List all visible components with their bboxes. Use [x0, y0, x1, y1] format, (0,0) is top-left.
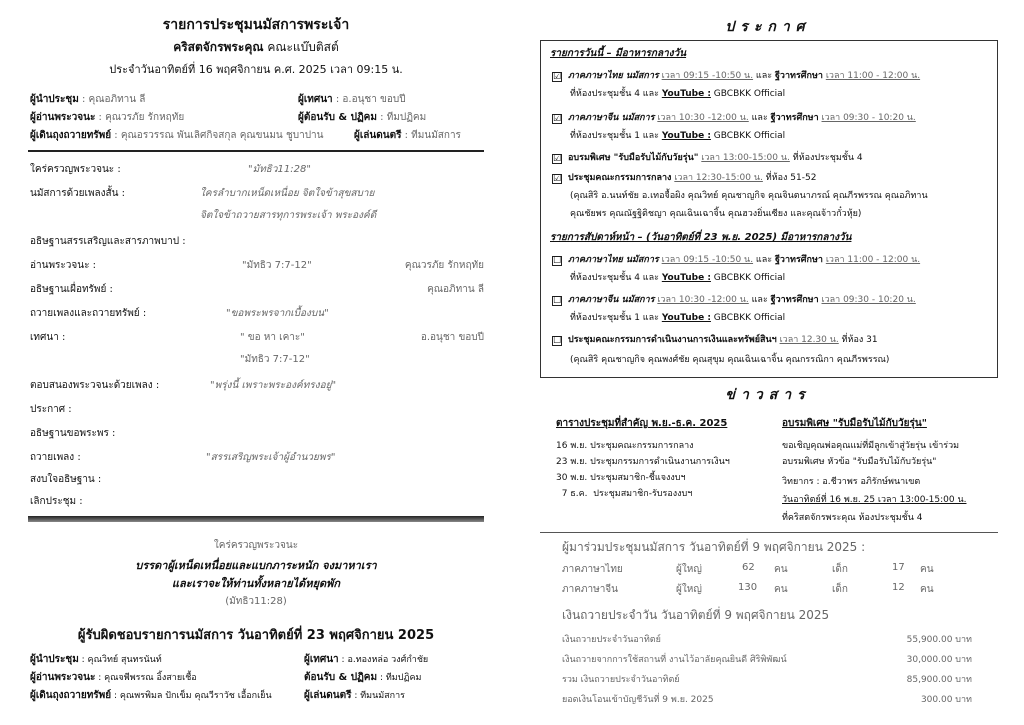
- order-item: ถวายเพลง :: [30, 452, 81, 463]
- agenda-item-detail: (คุณสิริ คุณชาญกิจ คุณพงศ์ชัย คุณสุขุม คุณเฉินเฉาจิ้น คุณกรรณิกา คุณภีรพรรณ): [570, 355, 890, 365]
- order-item-detail: "มัทธิว 7:7-12": [242, 260, 312, 271]
- training-line: วิทยากร : อ.ชีวาพร อภิรักษ์พนาเขต: [782, 477, 921, 487]
- role-reader: ผู้อ่านพระวจนะ : คุณวรภัย รักหฤทัย: [30, 112, 185, 123]
- checkbox-checked-icon: ☑: [553, 174, 562, 184]
- order-item: ประกาศ :: [30, 404, 72, 415]
- agenda-item: ☑ ประชุมคณะกรรมการกลาง เวลา 12:30-15:00 น. ที่ห้อง 51-52: [553, 173, 817, 184]
- checkbox-checked-icon: ☑: [553, 114, 562, 124]
- attendance-title: ผู้มาร่วมประชุมนมัสการ วันอาทิตย์ที่ 9 พฤศจิกายน 2025 :: [562, 540, 866, 554]
- order-item-detail: ใครลำบากเหน็ดเหนื่อย จิตใจข้าสุขสบาย: [200, 188, 375, 199]
- checkbox-empty-icon: ☐: [553, 336, 562, 346]
- agenda-item: ☐ ภาคภาษาไทย นมัสการ เวลา 09:15 -10:50 น. และ ฐีวาทรศึกษา เวลา 11:00 - 12:00 น.: [553, 255, 921, 266]
- agenda-item: ☐ ประชุมคณะกรรมการดำเนินงานการเงินและทรัพย์สินฯ เวลา 12.30 น. ที่ห้อง 31: [553, 335, 878, 346]
- role-musician: ผู้เล่นดนตรี : ทีมนมัสการ: [304, 690, 405, 701]
- news-title: ข่าวสาร: [725, 387, 811, 403]
- agenda-item-detail: ที่ห้องประชุมชั้น 4 และ YouTube : GBCBKK Official: [570, 89, 786, 99]
- schedule-item: 30 พ.ย. ประชุมสมาชิก-ชี้แจงงบฯ: [556, 473, 686, 483]
- order-item-detail: จิตใจข้าถวายสารทุการพระเจ้า พระองค์ดี: [200, 210, 377, 221]
- today-heading: รายการวันนี้ – มีอาหารกลางวัน: [550, 48, 687, 59]
- order-item: เลิกประชุม :: [30, 496, 83, 507]
- offering-title: เงินถวายประจำวัน วันอาทิตย์ที่ 9 พฤศจิกายน 2025: [562, 608, 830, 622]
- order-item: ตอบสนองพระวจนะด้วยเพลง :: [30, 380, 160, 391]
- verse-reference: (มัทธิว11:28): [225, 596, 287, 607]
- agenda-item-detail: คุณชัยพร คุณณัฐฐิติชญา คุณเฉินเฉาจิ้น คุณฮวงยิ่นเซียง และคุณจ้าวกั๋วหุ้ย): [570, 209, 862, 219]
- divider: [540, 532, 998, 533]
- next-week-title: ผู้รับผิดชอบรายการนมัสการ วันอาทิตย์ที่ 23 พฤศจิกายน 2025: [77, 628, 435, 643]
- order-item: นมัสการด้วยเพลงสั้น :: [30, 188, 126, 199]
- checkbox-checked-icon: ☑: [553, 154, 562, 164]
- role-preacher: ผู้เทศนา : อ.อนุชา ขอบปี: [298, 94, 406, 105]
- church-name: คริสตจักรพระคุณ คณะแบ๊บติสต์: [173, 40, 339, 54]
- role-offering: ผู้เดินถุงถวายทรัพย์ : คุณพรพิมล ปักเข็ม คุณวีราวัช เอื้อกเย็น: [30, 690, 272, 701]
- verse-line: และเราจะให้ท่านทั้งหลายได้หยุดพัก: [171, 577, 341, 590]
- role-reader: ผู้อ่านพระวจนะ : คุณจพีพรรณ อิ้งสายเชื้อ: [30, 672, 197, 683]
- order-item-detail: "พรุ่งนี้ เพราะพระองค์ทรงอยู่": [210, 380, 337, 391]
- order-item: สงบใจอธิษฐาน :: [30, 474, 102, 485]
- order-item-detail: " ขอ หา เคาะ": [240, 332, 305, 343]
- agenda-item-detail: ที่ห้องประชุมชั้น 1 และ YouTube : GBCBKK Official: [570, 313, 786, 323]
- agenda-item: ☑ อบรมพิเศษ "รับมือรับไม้กับวัยรุ่น" เวลา 13:00-15:00 น. ที่ห้องประชุมชั้น 4: [553, 153, 863, 164]
- order-item: เทศนา :: [30, 332, 66, 343]
- schedule-item: 23 พ.ย. ประชุมกรรมการดำเนินงานการเงินฯ: [556, 457, 730, 467]
- verse-heading: ใคร่ครวญพระวจนะ: [213, 540, 299, 551]
- role-preacher: ผู้เทศนา : อ.ทองหล่อ วงศ์กำชัย: [304, 654, 429, 665]
- training-heading: อบรมพิเศษ "รับมือรับไม้กับวัยรุ่น": [782, 418, 927, 429]
- schedule-item: 16 พ.ย. ประชุมคณะกรรมการกลาง: [556, 441, 694, 451]
- divider: [28, 516, 484, 522]
- agenda-item: ☐ ภาคภาษาจีน นมัสการ เวลา 10:30 -12:00 น. และ ฐีวาทรศึกษา เวลา 09:30 - 10:20 น.: [553, 295, 916, 306]
- order-item: อธิษฐานสรรเสริญและสารภาพบาป :: [30, 236, 186, 247]
- role-usher: ผู้ต้อนรับ & ปฏิคม : ทีมปฏิคม: [298, 112, 427, 123]
- order-item-detail: "มัทธิว 7:7-12": [240, 354, 310, 365]
- announcements-title: ประกาศ: [725, 19, 811, 35]
- next-week-heading: รายการสัปดาห์หน้า – (วันอาทิตย์ที่ 23 พ.ย. 2025) มีอาหารกลางวัน: [550, 232, 852, 243]
- verse-line: บรรดาผู้เหน็ดเหนื่อยและแบกภาระหนัก จงมาหาเรา: [135, 559, 377, 572]
- service-date: ประจำวันอาทิตย์ที่ 16 พฤศจิกายน ค.ศ. 2025 เวลา 09:15 น.: [109, 63, 403, 76]
- checkbox-empty-icon: ☐: [553, 256, 562, 266]
- order-item: อ่านพระวจนะ :: [30, 260, 97, 271]
- order-item-detail: "ขอพระพรจากเบื้องบน": [226, 308, 329, 319]
- role-usher: ต้อนรับ & ปฏิคม : ทีมปฏิคม: [304, 672, 422, 683]
- agenda-item: ☑ ภาคภาษาไทย นมัสการ เวลา 09:15 -10:50 น. และ ฐีวาทรศึกษา เวลา 11:00 - 12:00 น.: [553, 71, 921, 82]
- order-item: ใคร่ครวญพระวจนะ :: [30, 164, 121, 175]
- training-line: อบรมพิเศษ หัวข้อ "รับมือรับไม้กับวัยรุ่น": [782, 457, 937, 467]
- agenda-item: ☑ ภาคภาษาจีน นมัสการ เวลา 10:30 -12:00 น. และ ฐีวาทรศึกษา เวลา 09:30 - 10:20 น.: [553, 113, 916, 124]
- agenda-item-detail: ที่ห้องประชุมชั้น 1 และ YouTube : GBCBKK Official: [570, 131, 786, 141]
- training-line: ขอเชิญคุณพ่อคุณแม่ที่มีลูกเข้าสู่วัยรุ่น เข้าร่วม: [782, 441, 960, 451]
- agenda-item-detail: (คุณสิริ อ.นนท์ชัย อ.เทอจื้อผิง คุณวิทย์ คุณชาญกิจ คุณจินตนาภรณ์ คุณภีรพรรณ คุณอภิทาน: [570, 191, 928, 201]
- role-musician: ผู้เล่นดนตรี : ทีมนมัสการ: [354, 130, 461, 141]
- order-item-person: คุณวรภัย รักหฤทัย: [404, 260, 484, 271]
- divider: [28, 150, 484, 152]
- training-place: ที่คริสตจักรพระคุณ ห้องประชุมชั้น 4: [782, 513, 923, 523]
- checkbox-empty-icon: ☐: [553, 296, 562, 306]
- schedule-item: 7 ธ.ค. ประชุมสมาชิก-รับรองงบฯ: [556, 489, 693, 499]
- schedule-heading: ตารางประชุมที่สำคัญ พ.ย.-ธ.ค. 2025: [556, 418, 728, 429]
- training-time: วันอาทิตย์ที่ 16 พ.ย. 25 เวลา 13:00-15:00 น.: [782, 495, 967, 505]
- role-leader: ผู้นำประชุม : คุณอภิทาน ลี: [30, 94, 146, 105]
- order-item-person: อ.อนุชา ขอบปี: [420, 332, 484, 343]
- checkbox-checked-icon: ☑: [553, 72, 562, 82]
- order-item-detail: "มัทธิว11:28": [248, 164, 311, 175]
- order-item: อธิษฐานเผื่อทรัพย์ :: [30, 284, 113, 295]
- order-item-person: คุณอภิทาน ลี: [427, 284, 484, 295]
- page-title: รายการประชุมนมัสการพระเจ้า: [162, 17, 350, 33]
- order-item: ถวายเพลงและถวายทรัพย์ :: [30, 308, 147, 319]
- agenda-item-detail: ที่ห้องประชุมชั้น 4 และ YouTube : GBCBKK Official: [570, 273, 786, 283]
- order-item-detail: "สรรเสริญพระเจ้าผู้อำนวยพร": [206, 452, 336, 463]
- order-item: อธิษฐานขอพระพร :: [30, 428, 116, 439]
- role-leader: ผู้นำประชุม : คุณวิทย์ สุนทรนันท์: [30, 654, 162, 665]
- role-offering: ผู้เดินถุงถวายทรัพย์ : คุณอรวรรณ พันเลิศกิจสกุล คุณขนมน ชูบาปาน: [30, 130, 324, 141]
